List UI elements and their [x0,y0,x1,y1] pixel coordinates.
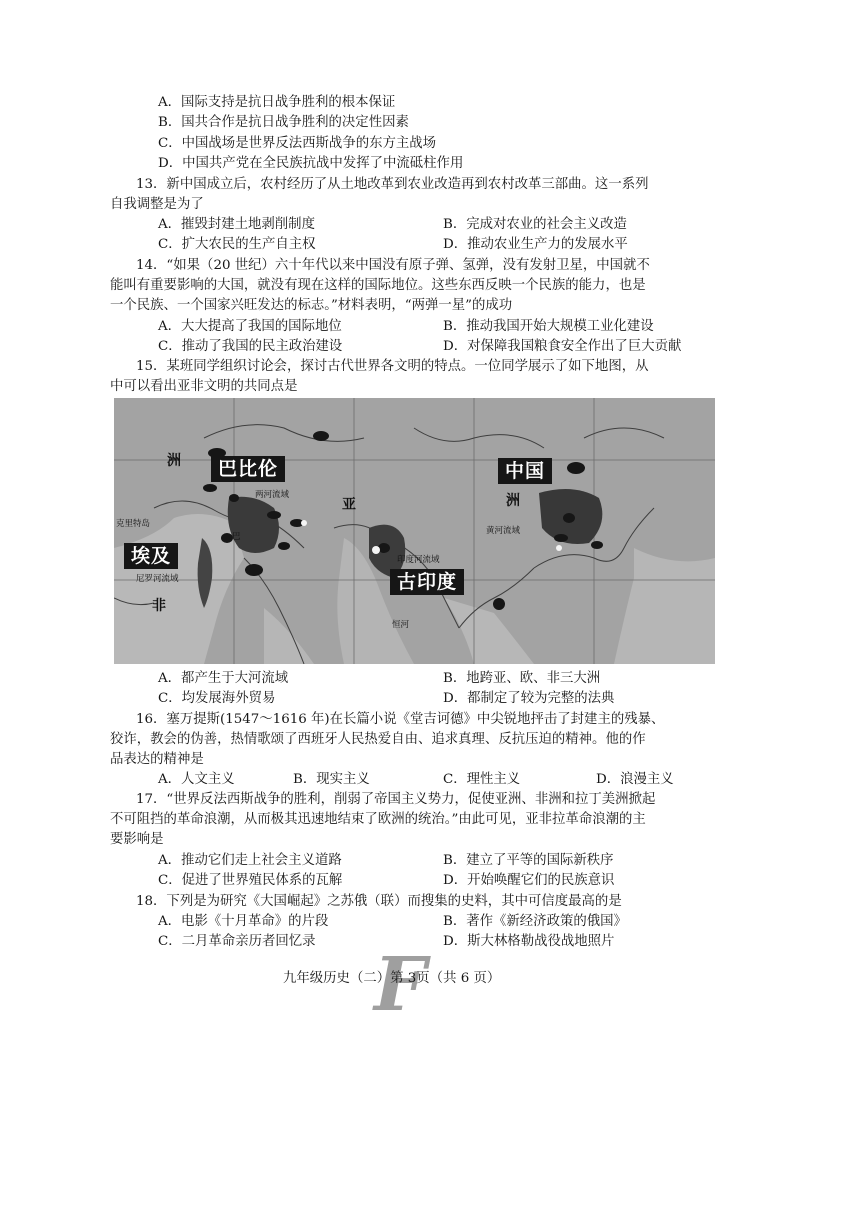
q16-stem-line-3: 品表达的精神是 [110,752,204,767]
map-label-ya: 亚 [342,497,356,513]
q18-option-c: C．二月革命亲历者回忆录 [158,934,316,949]
q16-stem-line-2: 狡诈，教会的伪善，热情歌颂了西班牙人民热爱自由、追求真理、反抗压迫的精神。他的作 [110,732,646,747]
map-label-zhou-top: 洲 [167,453,181,469]
q14-stem-line-1: 14．“如果（20 世纪）六十年代以来中国没有原子弹、氢弹，没有发射卫星，中国就不 [136,258,650,273]
q15-option-b: B．地跨亚、欧、非三大洲 [443,671,601,686]
q13-option-a: A．摧毁封建土地剥削制度 [158,217,315,232]
q17-option-d: D．开始唤醒它们的民族意识 [443,873,615,888]
q17-option-a: A．推动它们走上社会主义道路 [158,853,342,868]
q16-option-d: D．浪漫主义 [596,772,674,787]
q15-option-a: A．都产生于大河流域 [158,671,289,686]
q17-option-c: C．促进了世界殖民体系的瓦解 [158,873,343,888]
q16-option-a: A．人文主义 [158,772,235,787]
map-label-egypt: 埃及 [124,543,178,569]
map-graphic [114,398,715,664]
q12-option-c: C．中国战场是世界反法西斯战争的东方主战场 [158,136,437,151]
map-label-yindu-he: 印度河流域 [397,555,440,565]
q14-option-d: D．对保障我国粮食安全作出了巨大贡献 [443,339,682,354]
q14-option-b: B．推动我国开始大规模工业化建设 [443,319,654,334]
q15-stem-line-1: 15．某班同学组织讨论会，探讨古代世界各文明的特点。一位同学展示了如下地图，从 [136,359,649,374]
q18-stem-line-1: 18．下列是为研究《大国崛起》之苏俄（联）而搜集的史料，其中可信度最高的是 [136,894,622,909]
q15-option-c: C．均发展海外贸易 [158,691,276,706]
q14-stem-line-3: 一个民族、一个国家兴旺发达的标志。”材料表明，“两弹一星”的成功 [110,298,513,313]
q13-stem-line-1: 13．新中国成立后，农村经历了从土地改革到农业改造再到农村改革三部曲。这一系列 [136,177,649,192]
q14-stem-line-2: 能叫有重要影响的大国，就没有现在这样的国际地位。这些东西反映一个民族的能力，也是 [110,278,646,293]
map-label-babylon: 巴比伦 [211,456,285,482]
map-label-niluo: 尼罗河流域 [136,574,179,584]
map-label-china: 中国 [498,458,552,484]
q12-option-d: D．中国共产党在全民族抗战中发挥了中流砥柱作用 [158,156,464,171]
q13-stem-line-2: 自我调整是为了 [110,197,204,212]
q16-option-c: C．理性主义 [443,772,521,787]
q12-option-b: B．国共合作是抗日战争胜利的决定性因素 [158,115,409,130]
q18-option-b: B．著作《新经济政策的俄国》 [443,914,627,929]
watermark-f: F [374,942,427,1028]
map-label-fei: 非 [152,598,166,614]
q13-option-d: D．推动农业生产力的发展水平 [443,237,628,252]
q17-stem-line-2: 不可阻挡的革命浪潮，从而极其迅速地结束了欧洲的统治。”由此可见，亚非拉革命浪潮的主 [110,812,646,827]
q18-option-a: A．电影《十月革命》的片段 [158,914,329,929]
q13-option-b: B．完成对农业的社会主义改造 [443,217,627,232]
q13-option-c: C．扩大农民的生产自主权 [158,237,316,252]
q17-option-b: B．建立了平等的国际新秩序 [443,853,614,868]
q14-option-c: C．推动了我国的民主政治建设 [158,339,343,354]
map-label-huang-he: 黄河流域 [486,526,521,536]
q16-option-b: B．现实主义 [293,772,370,787]
map-label-keli: 克里特岛 [116,519,151,529]
q12-option-a: A．国际支持是抗日战争胜利的根本保证 [158,95,396,110]
map-label-ba: 巴 [232,532,241,542]
q14-option-a: A．大大提高了我国的国际地位 [158,319,342,334]
q17-stem-line-3: 要影响是 [110,832,164,847]
q18-option-d: D．斯大林格勒战役战地照片 [443,934,615,949]
q15-option-d: D．都制定了较为完整的法典 [443,691,615,706]
map-label-zhou-china: 洲 [506,493,520,509]
ancient-civilizations-map [114,398,715,664]
q17-stem-line-1: 17．“世界反法西斯战争的胜利，削弱了帝国主义势力，促使亚洲、非洲和拉丁美洲掀起 [136,792,656,807]
q16-stem-line-1: 16．塞万提斯(1547～1616 年)在长篇小说《堂吉诃德》中尖锐地抨击了封建主的残暴、 [136,712,665,727]
page-footer: 九年级历史（二）第 3页（共 6 页） [283,971,501,986]
q15-stem-line-2: 中可以看出亚非文明的共同点是 [110,379,298,394]
map-label-heng-he: 恒河 [392,620,410,630]
map-label-liang-he: 两河流域 [255,490,290,500]
map-label-india: 古印度 [390,569,464,595]
